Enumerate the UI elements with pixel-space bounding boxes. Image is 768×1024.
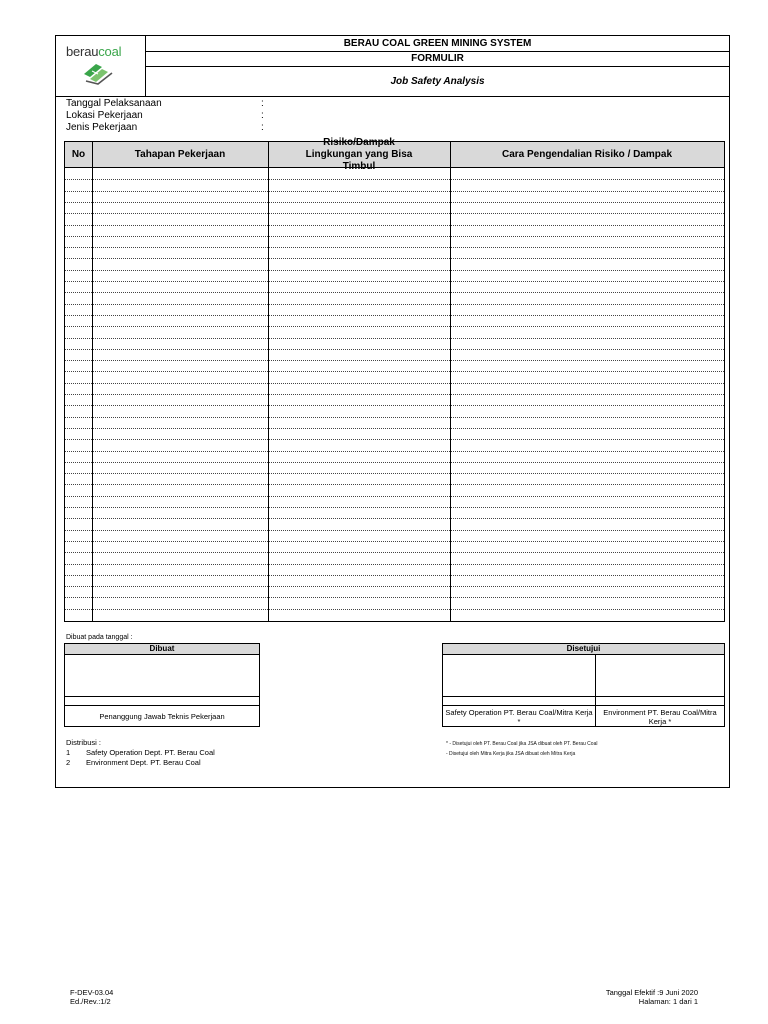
table-row	[65, 552, 724, 553]
table-row	[65, 541, 724, 542]
sign-line	[443, 705, 724, 706]
column-header-risiko: Risiko/Dampak Lingkungan yang Bisa Timbul	[268, 142, 450, 168]
table-row	[65, 439, 724, 440]
column-divider	[92, 142, 93, 621]
table-row	[65, 383, 724, 384]
table-row	[65, 496, 724, 497]
document-meta	[560, 988, 698, 1006]
note-line: - Disetujui oleh Mitra Kerja jika JSA dibuat oleh Mitra Kerja	[446, 751, 576, 757]
disetujui-box	[442, 643, 725, 727]
table-row	[65, 225, 724, 226]
form-frame	[55, 35, 730, 788]
table-row	[65, 462, 724, 463]
list-item: 1 Safety Operation Dept. PT. Berau Coal	[66, 748, 215, 757]
table-row	[65, 518, 724, 519]
table-row	[65, 609, 724, 610]
form-code: F-DEV-03.04	[70, 988, 114, 997]
table-row	[65, 484, 724, 485]
info-row-lokasi	[66, 110, 366, 122]
column-header-pengendalian: Cara Pengendalian Risiko / Dampak	[450, 142, 724, 168]
table-row	[65, 597, 724, 598]
table-row	[65, 213, 724, 214]
sign-line	[65, 696, 259, 697]
table-row	[65, 304, 724, 305]
table-row	[65, 258, 724, 259]
distribusi-title: Distribusi :	[66, 738, 102, 747]
table-row	[65, 371, 724, 372]
dibuat-header: Dibuat	[65, 644, 259, 655]
table-row	[65, 315, 724, 316]
table-row	[65, 507, 724, 508]
approval-notes	[446, 739, 597, 759]
table-row	[65, 338, 724, 339]
table-row	[65, 394, 724, 395]
disetujui-environment: Environment PT. Berau Coal/Mitra Kerja *	[603, 708, 717, 726]
document-code	[70, 988, 113, 1006]
table-row	[65, 191, 724, 192]
info-colon: :	[261, 122, 264, 133]
job-info	[66, 98, 366, 134]
document-name: Job Safety Analysis	[390, 76, 485, 87]
column-header-tahapan: Tahapan Pekerjaan	[92, 142, 268, 168]
table-row	[65, 236, 724, 237]
info-label: Tanggal Pelaksanaan	[66, 98, 162, 109]
dibuat-pada-label: Dibuat pada tanggal :	[66, 634, 133, 641]
system-title: BERAU COAL GREEN MINING SYSTEM	[146, 36, 729, 52]
sign-line	[65, 705, 259, 706]
table-row	[65, 530, 724, 531]
column-header-no: No	[65, 142, 92, 168]
info-label: Jenis Pekerjaan	[66, 122, 138, 133]
company-logo	[56, 36, 146, 96]
info-colon: :	[261, 98, 264, 109]
column-divider	[268, 142, 269, 621]
revision: Ed./Rev.:1/2	[70, 997, 111, 1006]
dibuat-signatory: Penanggung Jawab Teknis Pekerjaan	[99, 712, 225, 721]
column-divider	[450, 142, 451, 621]
sign-line	[443, 696, 724, 697]
table-row	[65, 349, 724, 350]
logo-emblem-icon	[80, 60, 116, 86]
table-row	[65, 405, 724, 406]
info-label: Lokasi Pekerjaan	[66, 110, 143, 121]
logo-wordmark: beraucoal	[66, 44, 122, 59]
note-line: * - Disetujui oleh PT. Berau Coal jika JSA dibuat oleh PT. Berau Coal	[446, 741, 598, 747]
table-row	[65, 326, 724, 327]
table-row	[65, 586, 724, 587]
table-row	[65, 417, 724, 418]
table-row	[65, 292, 724, 293]
form-header	[56, 36, 729, 97]
table-row	[65, 247, 724, 248]
info-colon: :	[261, 110, 264, 121]
form-type: FORMULIR	[146, 52, 729, 67]
list-item: 2 Environment Dept. PT. Berau Coal	[66, 758, 201, 767]
table-row	[65, 451, 724, 452]
distribusi-list	[66, 738, 215, 768]
table-row	[65, 360, 724, 361]
table-row	[65, 179, 724, 180]
jsa-table	[64, 136, 725, 622]
disetujui-safety: Safety Operation PT. Berau Coal/Mitra Kerja *	[445, 708, 593, 726]
table-row	[65, 281, 724, 282]
disetujui-header: Disetujui	[443, 644, 724, 655]
table-row	[65, 428, 724, 429]
table-row	[65, 473, 724, 474]
effective-date: Tanggal Efektif :9 Juni 2020	[605, 988, 698, 997]
dibuat-box	[64, 643, 260, 727]
table-body	[65, 168, 724, 621]
info-row-tanggal	[66, 98, 366, 110]
page-number: Halaman: 1 dari 1	[638, 997, 698, 1006]
table-row	[65, 564, 724, 565]
info-row-jenis	[66, 122, 366, 134]
table-row	[65, 270, 724, 271]
table-row	[65, 202, 724, 203]
table-row	[65, 575, 724, 576]
